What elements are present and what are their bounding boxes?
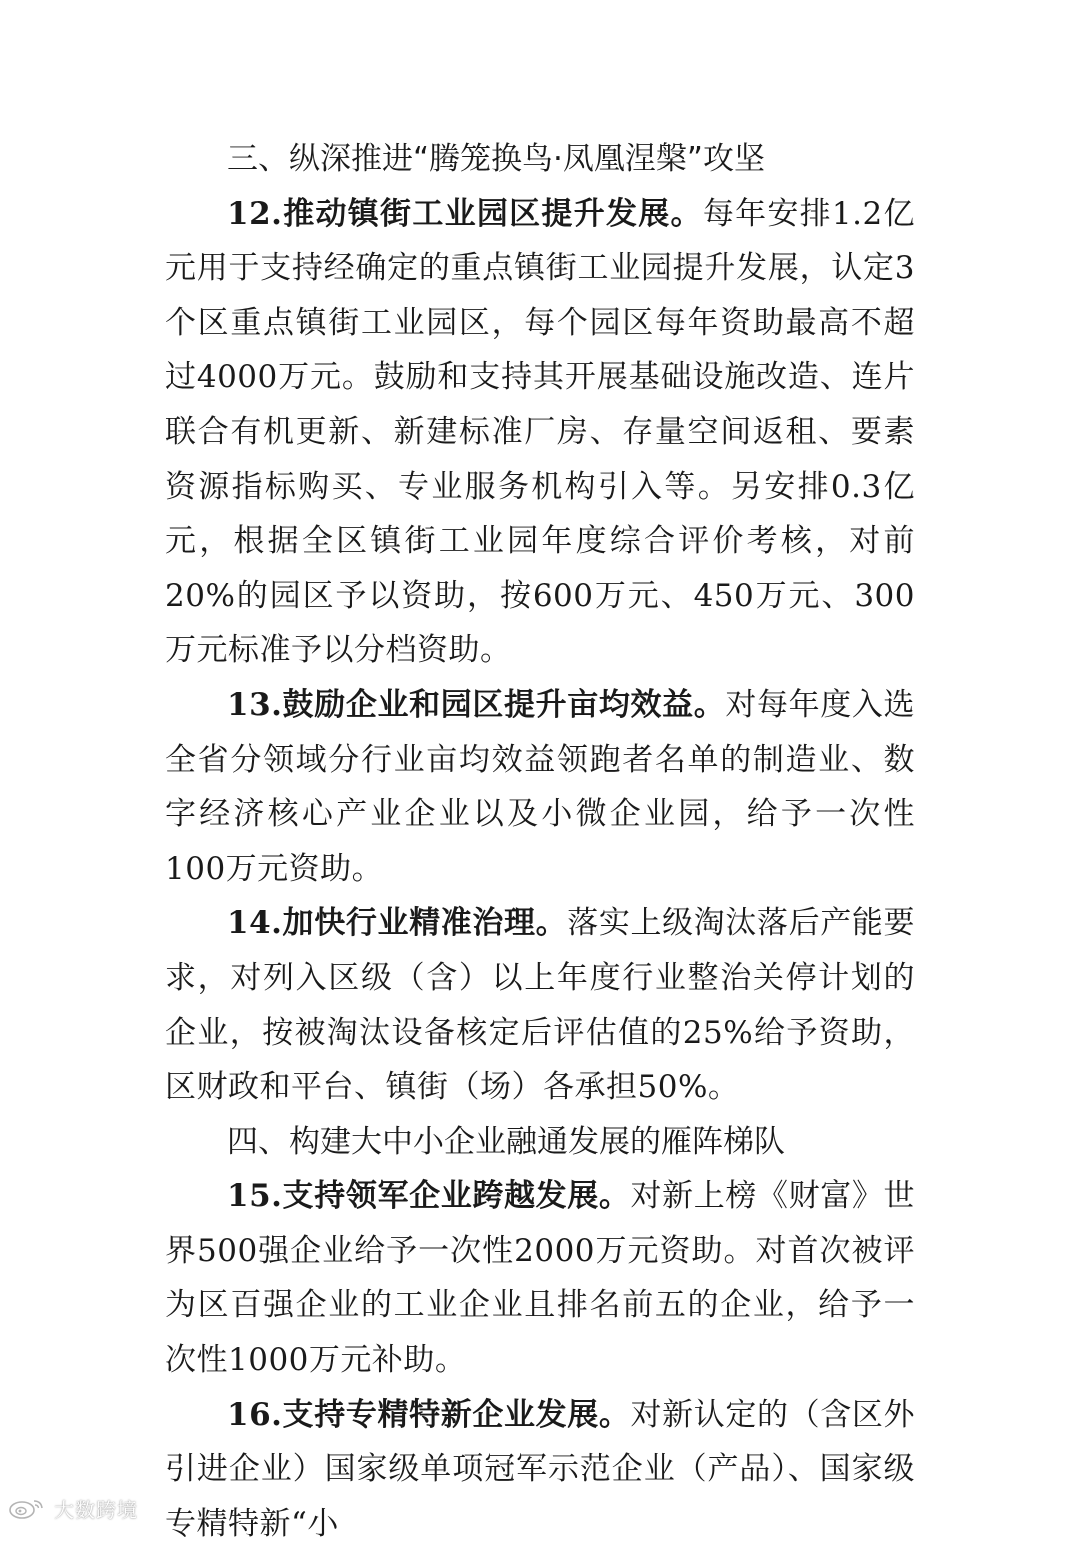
item-16-title: 16.支持专精特新企业发展。 <box>227 1396 631 1433</box>
watermark <box>8 1494 138 1522</box>
paragraph-item-12 <box>165 187 915 678</box>
item-13-title: 13.鼓励企业和园区提升亩均效益。 <box>227 686 726 723</box>
item-14-body: 落实上级淘汰落后产能要求，对列入区级（含）以上年度行业整治关停计划的企业，按被淘汰设备核定后评估值的25%给予资助，区财政和平台、镇街（场）各承担50%。 <box>165 905 915 1106</box>
watermark-text: 大数跨境 <box>54 1497 138 1522</box>
section-heading-4: 四、构建大中小企业融通发展的雁阵梯队 <box>227 1123 785 1160</box>
document-body <box>165 132 915 1551</box>
item-12-title: 12.推动镇街工业园区提升发展。 <box>227 195 703 232</box>
paragraph-item-15 <box>165 1169 915 1387</box>
item-14-title: 14.加快行业精准治理。 <box>227 905 568 942</box>
paragraph-item-13 <box>165 678 915 896</box>
item-16-body: 对新认定的（含区外引进企业）国家级单项冠军示范企业（产品）、国家级专精特新“小 <box>165 1396 915 1542</box>
item-12-body: 每年安排1.2亿元用于支持经确定的重点镇街工业园提升发展，认定3个区重点镇街工业园区，每个园区每年资助最高不超过4000万元。鼓励和支持其开展基础设施改造、连片联合有机更新、新建标准厂房、存量空间返租、要素资源指标购买、专业服务机构引入等。另安排0.3亿元，根据全区镇街工业园年度综合评价考核，对前20%的园区予以资助，按600万元、450万元、300万元标准予以分档资助。 <box>165 195 915 669</box>
item-15-title: 15.支持领军企业跨越发展。 <box>227 1178 631 1215</box>
paragraph-item-16 <box>165 1388 915 1551</box>
item-15-body: 对新上榜《财富》世界500强企业给予一次性2000万元资助。对首次被评为区百强企业的工业企业且排名前五的企业，给予一次性1000万元补助。 <box>165 1178 915 1379</box>
paragraph-item-14 <box>165 896 915 1114</box>
weibo-logo-icon <box>8 1497 48 1519</box>
section-heading-3: 三、纵深推进“腾笼换鸟·凤凰涅槃”攻坚 <box>227 141 765 177</box>
item-13-body: 对每年度入选全省分领域分行业亩均效益领跑者名单的制造业、数字经济核心产业企业以及小微企业园，给予一次性100万元资助。 <box>165 686 915 887</box>
